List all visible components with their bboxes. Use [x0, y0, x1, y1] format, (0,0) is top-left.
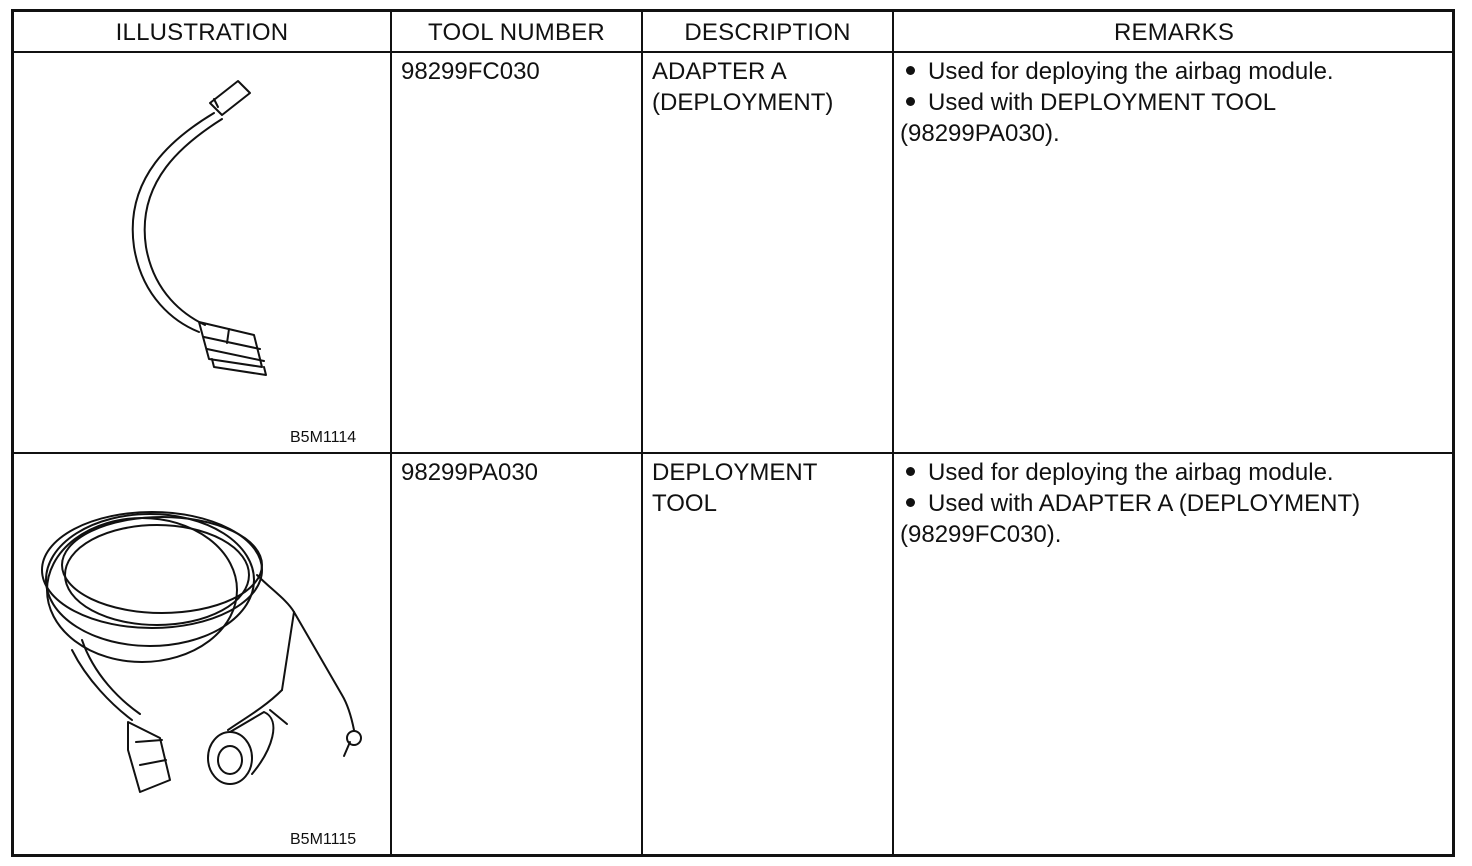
remarks	[900, 457, 1360, 550]
adapter-cable-icon	[104, 67, 304, 387]
deployment-tool-cable-icon	[32, 480, 362, 800]
column-divider	[892, 12, 894, 854]
row-divider	[14, 452, 1452, 454]
remark-item: Used for deploying the airbag module.	[900, 56, 1334, 87]
bullet-icon	[906, 66, 915, 75]
header-tool-number: TOOL NUMBER	[428, 19, 605, 46]
remark-item: Used for deploying the airbag module.	[900, 457, 1360, 488]
remark-item-continuation: (98299FC030).	[900, 521, 1062, 548]
bullet-icon	[906, 97, 915, 106]
remark-item-continuation: (98299PA030).	[900, 120, 1060, 147]
bullet-icon	[906, 467, 915, 476]
image-code: B5M1115	[290, 831, 357, 848]
tool-number: 98299FC030	[401, 58, 540, 85]
remark-item: Used with ADAPTER A (DEPLOYMENT)	[900, 488, 1360, 519]
bullet-icon	[906, 498, 915, 507]
tool-number: 98299PA030	[401, 459, 539, 486]
column-divider	[641, 12, 643, 854]
remarks	[900, 56, 1334, 149]
header-description: DESCRIPTION	[684, 19, 851, 46]
description: DEPLOYMENT TOOL	[652, 459, 818, 517]
description: ADAPTER A (DEPLOYMENT)	[652, 58, 834, 116]
column-divider	[390, 12, 392, 854]
image-code: B5M1114	[290, 429, 357, 446]
special-tools-table	[11, 9, 1455, 857]
header-illustration: ILLUSTRATION	[115, 19, 289, 46]
header-remarks: REMARKS	[1113, 19, 1235, 46]
remark-item: Used with DEPLOYMENT TOOL	[900, 87, 1334, 118]
